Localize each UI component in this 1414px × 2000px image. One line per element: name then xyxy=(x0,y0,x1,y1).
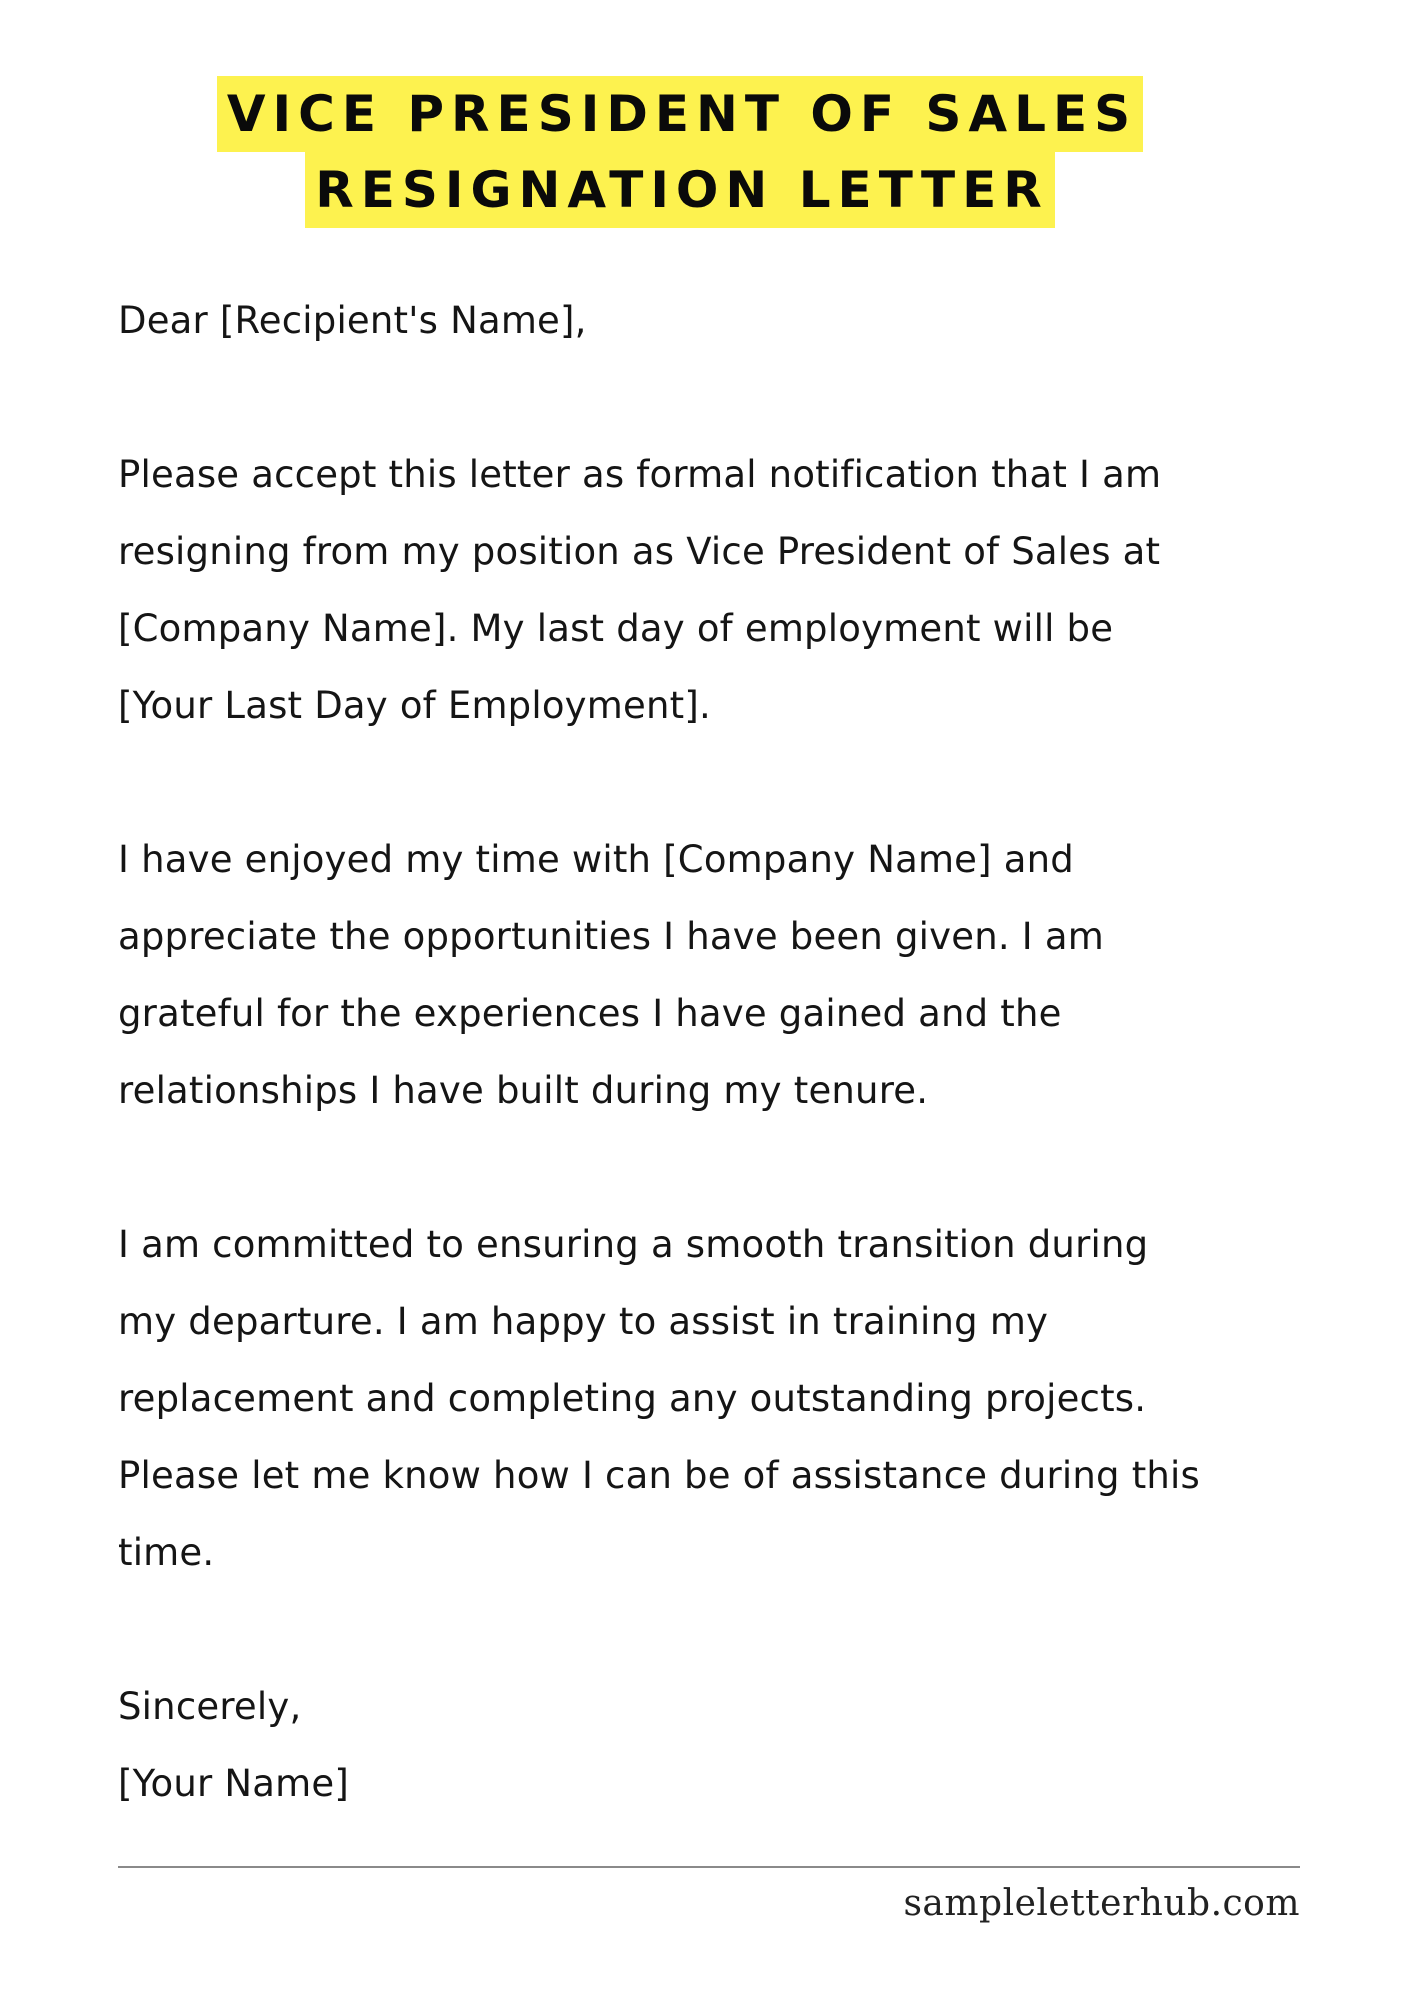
paragraph-line: relationships I have built during my tenure. xyxy=(118,1069,929,1112)
paragraph-line: appreciate the opportunities I have been given. I am xyxy=(118,915,1104,958)
paragraph-2 xyxy=(118,821,1358,1129)
paragraph-spacer xyxy=(118,1129,1358,1206)
paragraph-line: my departure. I am happy to assist in training my xyxy=(118,1300,1049,1343)
title-line-1: VICE PRESIDENT OF SALES xyxy=(217,76,1143,152)
paragraph-line: [Company Name]. My last day of employment will be xyxy=(118,607,1114,650)
title-line-2: RESIGNATION LETTER xyxy=(305,152,1054,228)
paragraph-spacer xyxy=(118,359,1358,436)
paragraph-line: Please accept this letter as formal notification that I am xyxy=(118,453,1162,496)
letter-title xyxy=(0,76,1360,228)
paragraph-spacer xyxy=(118,1591,1358,1668)
footer-website: sampleletterhub.com xyxy=(903,1883,1300,1924)
letter-body xyxy=(118,282,1358,1822)
salutation: Dear [Recipient's Name], xyxy=(118,299,587,342)
paragraph-line: I have enjoyed my time with [Company Name] and xyxy=(118,838,1074,881)
signature-placeholder: [Your Name] xyxy=(118,1762,349,1805)
paragraph-line: time. xyxy=(118,1531,215,1574)
footer-divider xyxy=(118,1866,1300,1868)
paragraph-line: resigning from my position as Vice President of Sales at xyxy=(118,530,1161,573)
paragraph-1 xyxy=(118,436,1358,744)
paragraph-line: Please let me know how I can be of assistance during this xyxy=(118,1454,1201,1497)
paragraph-line: grateful for the experiences I have gained and the xyxy=(118,992,1062,1035)
paragraph-line: replacement and completing any outstanding projects. xyxy=(118,1377,1147,1420)
closing: Sincerely, xyxy=(118,1685,302,1728)
paragraph-line: I am committed to ensuring a smooth transition during xyxy=(118,1223,1149,1266)
paragraph-spacer xyxy=(118,744,1358,821)
paragraph-3 xyxy=(118,1206,1358,1591)
paragraph-line: [Your Last Day of Employment]. xyxy=(118,684,711,727)
